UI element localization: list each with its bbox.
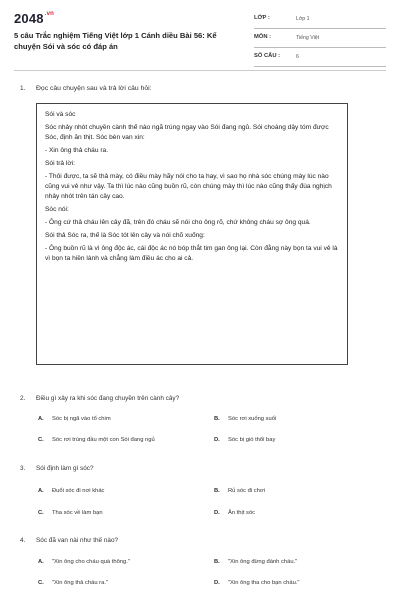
meta-row-count xyxy=(254,52,386,67)
option-text: Tha sóc về làm bạn xyxy=(52,510,103,516)
option-letter: A. xyxy=(38,488,44,494)
question-stem: Điều gì xảy ra khi sóc đang chuyền trên cành cây? xyxy=(36,395,180,402)
option-4d[interactable] xyxy=(214,580,299,586)
document-header xyxy=(14,10,386,62)
document-meta xyxy=(254,14,386,71)
option-text: Rủ sóc đi chơi xyxy=(228,488,265,494)
meta-value: Lớp 1 xyxy=(296,16,310,22)
option-3d[interactable] xyxy=(214,510,255,516)
meta-row-subject xyxy=(254,33,386,48)
story-paragraph: - Ông buồn rũ là vì ông độc ác, cái độc ác nó bóp thắt tim gan ông lại. Còn đằng này bọn ta vui vẻ là vì bọn ta hiền lành và chẳng làm điều ác cho ai cả. xyxy=(45,245,338,262)
option-2b[interactable] xyxy=(214,416,276,422)
option-4c[interactable] xyxy=(38,580,108,586)
option-letter: C. xyxy=(38,510,44,516)
story-paragraph: Sóc nói: xyxy=(45,206,69,213)
meta-row-grade xyxy=(254,14,386,29)
option-letter: B. xyxy=(214,488,220,494)
option-3b[interactable] xyxy=(214,488,265,494)
question-stem: Đọc câu chuyện sau và trả lời câu hỏi: xyxy=(36,85,152,92)
option-2c[interactable] xyxy=(38,437,155,443)
option-letter: D. xyxy=(214,437,220,443)
meta-label: LỚP : xyxy=(254,15,270,21)
logo-suffix: .vn xyxy=(44,11,55,17)
story-paragraph: - Thôi được, ta sẽ thả mày, có điều mày hãy nói cho ta hay, vì sao họ nhà sóc chúng mày lúc nào cũng vui vẻ như vậy. Ta thì lúc nào cũng buồn rũ, còn chúng mày thì lúc nào cũng thấy đùa nghịch nhảy nhót trên tán cây cao. xyxy=(45,173,332,200)
option-letter: A. xyxy=(38,416,44,422)
option-text: Đuổi sóc đi nơi khác xyxy=(52,488,105,494)
option-4b[interactable] xyxy=(214,559,297,565)
option-letter: C. xyxy=(38,580,44,586)
option-letter: D. xyxy=(214,510,220,516)
question-number: 3. xyxy=(20,465,26,472)
option-text: Ăn thịt sóc xyxy=(228,510,256,516)
option-text: "Xin ông thả cháu ra." xyxy=(52,580,109,586)
option-2d[interactable] xyxy=(214,437,275,443)
story-paragraph: Sói trả lời: xyxy=(45,160,75,167)
meta-value: Tiếng Việt xyxy=(296,35,320,41)
option-letter: A. xyxy=(38,559,44,565)
story-paragraph: - Ông cứ thả cháu lên cây đã, trên đó cháu sẽ nói cho ông rõ, chứ không cháu sợ ông quá. xyxy=(45,219,311,226)
option-letter: D. xyxy=(214,580,220,586)
question-number: 2. xyxy=(20,395,26,402)
story-box xyxy=(36,103,348,365)
meta-value: 6 xyxy=(296,54,299,60)
question-number: 4. xyxy=(20,537,26,544)
option-text: "Xin ông tha cho bạn cháu." xyxy=(228,580,300,586)
option-3a[interactable] xyxy=(38,488,104,494)
option-text: Sóc rơi xuống suối xyxy=(228,416,277,422)
question-stem: Sói định làm gì sóc? xyxy=(36,465,94,472)
option-letter: C. xyxy=(38,437,44,443)
option-text: "Xin ông cho cháu quà thông." xyxy=(52,559,130,565)
option-3c[interactable] xyxy=(38,510,103,516)
option-letter: B. xyxy=(214,559,220,565)
question-number: 1. xyxy=(20,85,26,92)
option-text: Sóc rơi trúng đầu một con Sói đang ngủ xyxy=(52,437,155,443)
story-paragraph: Sói thả Sóc ra, thế là Sóc tót lên cây và nói chõ xuống: xyxy=(45,232,205,239)
option-2a[interactable] xyxy=(38,416,111,422)
logo-main: 2048 xyxy=(14,11,44,26)
question-stem: Sóc đã van nài như thế nào? xyxy=(36,537,119,544)
meta-label: MÔN : xyxy=(254,34,272,40)
story-paragraph: Sóc nhảy nhót chuyền cành thế nào ngã trúng ngay vào Sói đang ngủ. Sói choàng dậy tóm được Sóc, định ăn thịt. Sóc bèn van xin: xyxy=(45,124,329,141)
meta-label: SỐ CÂU : xyxy=(254,53,281,59)
story-paragraph: - Xin ông thả cháu ra. xyxy=(45,147,109,154)
site-logo[interactable] xyxy=(14,11,54,26)
story-title: Sói và sóc xyxy=(45,111,76,118)
document-title: 5 câu Trắc nghiệm Tiếng Việt lớp 1 Cánh diều Bài 56: Kể chuyện Sói và sóc có đáp án xyxy=(14,31,217,51)
header-divider xyxy=(14,70,386,71)
option-4a[interactable] xyxy=(38,559,130,565)
option-text: Sóc bị gió thổi bay xyxy=(228,437,276,443)
option-text: "Xin ông đừng đánh cháu." xyxy=(228,559,298,565)
option-letter: B. xyxy=(214,416,220,422)
option-text: Sóc bị ngã vào tổ chim xyxy=(52,416,111,422)
